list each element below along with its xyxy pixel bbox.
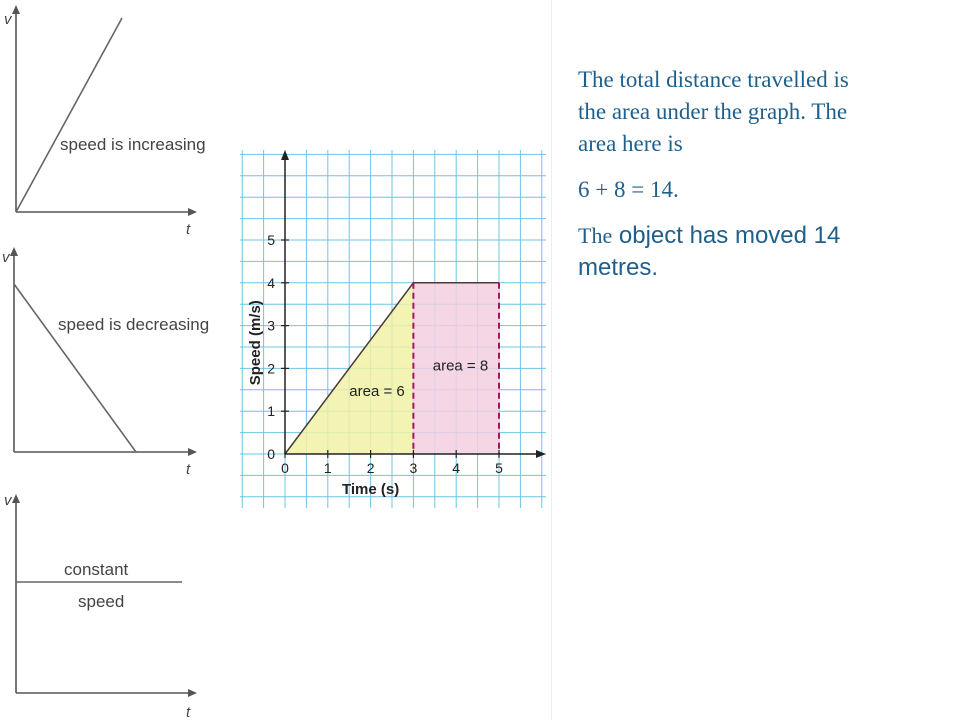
graph-label: speed is decreasing xyxy=(58,315,210,334)
y-tick-label: 0 xyxy=(267,446,275,462)
graph-label-line2: speed xyxy=(78,592,125,611)
area-sum: 6 + 8 = 14. xyxy=(578,177,679,202)
v-axis-label: v xyxy=(4,11,12,28)
graph-constant-speed xyxy=(0,485,215,720)
y-axis-arrow xyxy=(10,247,18,256)
t-axis-label: t xyxy=(186,221,191,238)
x-tick-label: 4 xyxy=(452,460,461,476)
chart-svg xyxy=(240,150,546,508)
t-axis-label: t xyxy=(186,461,191,478)
divider xyxy=(551,0,552,720)
y-tick-label: 4 xyxy=(267,274,275,291)
v-axis-label: v xyxy=(2,249,10,266)
x-tick-label: 0 xyxy=(281,460,289,476)
explanation-panel xyxy=(578,64,878,298)
explanation-paragraph: The total distance travelled is the area under the graph. The area here is xyxy=(578,67,849,156)
y-tick-label: 2 xyxy=(267,360,275,377)
conclusion xyxy=(578,220,878,284)
y-axis-arrow xyxy=(12,5,20,14)
t-axis-label: t xyxy=(186,704,191,720)
y-axis-arrow xyxy=(281,150,289,160)
conclusion-rest: object has moved 14 metres. xyxy=(578,222,841,281)
y-axis-arrow xyxy=(12,494,20,503)
y-tick-label: 3 xyxy=(267,317,275,334)
speed-time-chart xyxy=(240,150,546,508)
conclusion-lead: The xyxy=(578,223,613,248)
graph-speed-increasing xyxy=(0,0,215,240)
v-axis-label: v xyxy=(4,492,12,509)
x-axis-arrow xyxy=(188,689,197,697)
x-tick-label: 5 xyxy=(495,460,503,476)
decreasing-line xyxy=(14,284,136,452)
x-tick-label: 3 xyxy=(409,460,418,476)
increasing-line xyxy=(16,18,122,212)
graph-speed-decreasing xyxy=(0,240,215,480)
area-label-8: area = 8 xyxy=(432,357,489,375)
y-axis-title: Speed (m/s) xyxy=(247,300,264,386)
x-axis-arrow xyxy=(188,208,197,216)
y-tick-label: 5 xyxy=(267,232,275,248)
area-label-6: area = 6 xyxy=(349,383,405,401)
x-axis-title: Time (s) xyxy=(341,481,400,498)
x-axis-arrow xyxy=(536,450,546,458)
x-axis-arrow xyxy=(188,448,197,456)
y-tick-label: 1 xyxy=(267,403,275,420)
graph-label: speed is increasing xyxy=(60,135,206,154)
x-tick-label: 2 xyxy=(366,460,375,476)
x-tick-label: 1 xyxy=(323,460,332,476)
graph-label-line1: constant xyxy=(64,560,129,579)
